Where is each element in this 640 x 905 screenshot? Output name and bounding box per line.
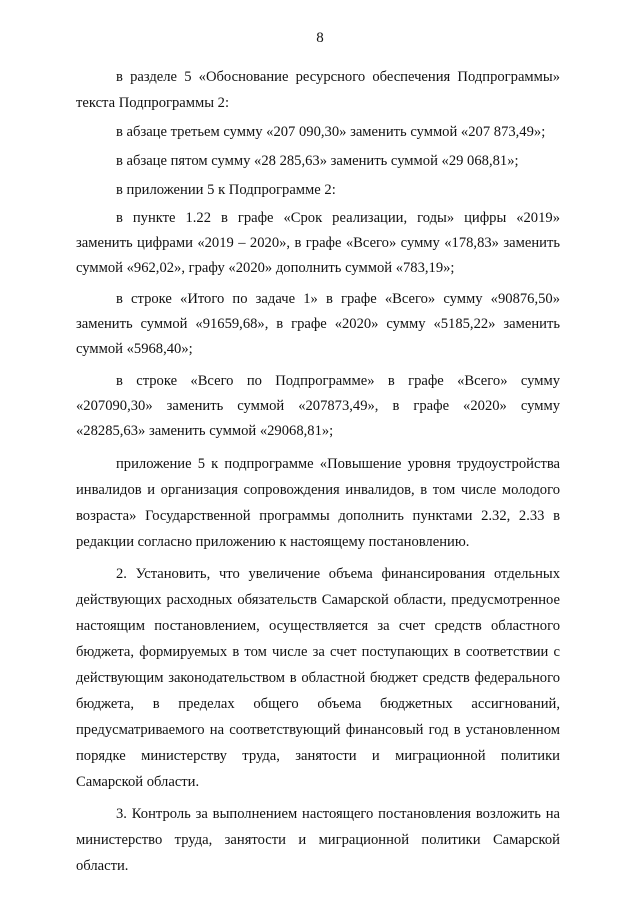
paragraph-appendix-addition: приложение 5 к подпрограмме «Повышение уровня трудоустройства инвалидов и организация сопровождения инвалидов, в том числе молодого возраста» Государственной программы дополнить пунктами 2.32, 2.33 в редакции согласно приложению к настоящему постановлению.	[76, 456, 560, 550]
document-body	[76, 64, 560, 879]
page-number: 8	[316, 30, 324, 46]
paragraph-clause-2: 2. Установить, что увеличение объема финансирования отдельных действующих расходных обязательств Самарской области, предусмотренное настоящим постановлением, осуществляется за счет средств областного бюджета, формируемых в том числе за счет поступающих в соответствии с действующим законодательством в областной бюджет средств федерального бюджета, в пределах общего объема бюджетных ассигнований, предусматриваемого на соответствующий финансовый год в установленном порядке министерству труда, занятости и миграционной политики Самарской области.	[76, 566, 560, 790]
paragraph-clause-3: 3. Контроль за выполнением настоящего постановления возложить на министерство труда, занятости и миграционной политики Самарской области.	[76, 806, 560, 874]
paragraph-third-abzats: в абзаце третьем сумму «207 090,30» заменить суммой «207 873,49»;	[116, 124, 546, 140]
paragraph-total-task-1: в строке «Итого по задаче 1» в графе «Всего» сумму «90876,50» заменить суммой «91659,68», в графе «2020» сумму «5185,22» заменить суммой «5968,40»;	[76, 291, 560, 357]
paragraph-item-1-22: в пункте 1.22 в графе «Срок реализации, годы» цифры «2019» заменить цифрами «2019 – 2020», в графе «Всего» сумму «178,83» заменить суммой «962,02», графу «2020» дополнить суммой «783,19»;	[76, 210, 560, 276]
paragraph-section-5: в разделе 5 «Обоснование ресурсного обеспечения Подпрограммы» текста Подпрограммы 2:	[76, 69, 560, 111]
paragraph-appendix-5: в приложении 5 к Подпрограмме 2:	[116, 182, 336, 198]
paragraph-total-subprogram: в строке «Всего по Подпрограмме» в графе «Всего» сумму «207090,30» заменить суммой «207873,49», в графе «2020» сумму «28285,63» заменить суммой «29068,81»;	[76, 373, 560, 439]
paragraph-fifth-abzats: в абзаце пятом сумму «28 285,63» заменить суммой «29 068,81»;	[116, 153, 519, 169]
